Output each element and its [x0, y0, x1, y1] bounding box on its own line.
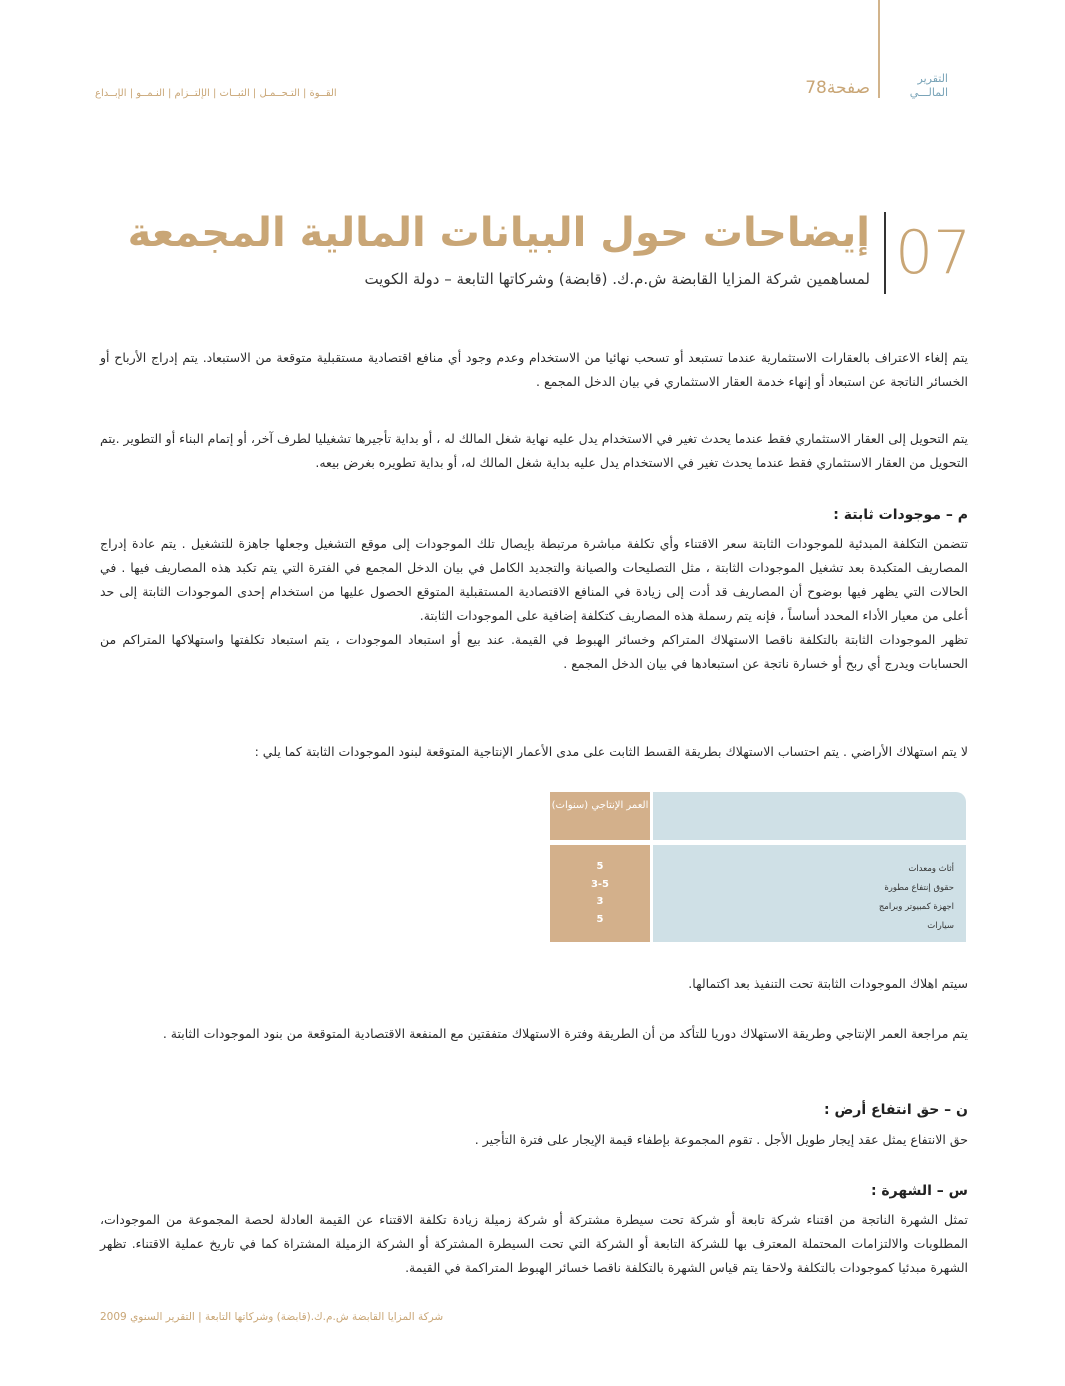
table-column-header: العمر الإنتاجي (سنوات) — [551, 800, 649, 811]
paragraph-transfers: يتم التحويل إلى العقار الاستثماري فقط عندما يحدث تغير في الاستخدام يدل عليه نهاية شغل المالك له ، أو بداية تأجيرها تشغيليا لطرف آخر، أو إتمام البناء أو التطوير .يتم التحويل من العقار الاستثماري فقط عندما يحدث تغير في الاستخدام يدل عليه بداية شغل المالك له، أو بداية تطويره بغرض بيعه. — [100, 431, 968, 470]
table-row-years: 5 — [596, 913, 604, 925]
paragraph-under-construction: سيتم اهلاك الموجودات الثابتة تحت التنفيذ بعد اكتمالها. — [688, 976, 968, 991]
paragraph-land-usufruct: حق الانتفاع يمثل عقد إيجار طويل الأجل . تقوم المجموعة بإطفاء قيمة الإيجار على فترة التأجير . — [474, 1132, 968, 1147]
section-number: 07 — [895, 218, 972, 288]
heading-fixed-assets: م – موجودات ثابتة : — [833, 507, 968, 523]
page-number: صفحة78 — [805, 78, 870, 98]
table-row-item: أثاث ومعدات — [908, 864, 954, 874]
footer-text: شركة المزايا القابضة ش.م.ك.(قابضة) وشركاتها التابعة | التقرير السنوي 2009 — [100, 1311, 444, 1323]
table-item-list — [664, 860, 954, 936]
table-column-separator — [650, 792, 653, 942]
paragraph-depreciation: لا يتم استهلاك الأراضي . يتم احتساب الاستهلاك بطريقة القسط الثابت على مدى الأعمار الإنتاجية المتوقعة لبنود الموجودات الثابتة كما يلي : — [254, 744, 968, 759]
table-row-item: اجهزة كمبيوتر وبرامج — [878, 902, 954, 912]
values-strip: القــوة | التـحــمـل | الثبــات | الإلتــزام | النـمــو | الإبــداع — [95, 88, 337, 99]
paragraph-goodwill: تمثل الشهرة الناتجة من اقتناء شركة تابعة أو شركة تحت سيطرة مشتركة أو شركة زميلة زيادة تكلفة الاقتناء عن القيمة العادلة لحصة المجموعة من الموجودات، المطلوبات والالتزامات المحتملة المعترف بها للشركة التابعة أو الشركة التي تحت السيطرة المشتركة أو الشركة الزميلة المشتراة كما في تاريخ عملية الاقتناء. تظهر الشهرة مبدئيا كموجودات بالتكلفة ولاحقا يتم قياس الشهرة بالتكلفة ناقصا خسائر الهبوط المتراكمة في القيمة. — [100, 1212, 968, 1275]
table-row-item: حقوق إنتفاع مطورة — [884, 883, 954, 893]
report-label: التقرير المالـــي — [909, 72, 948, 99]
heading-land-usufruct: ن – حق انتفاع أرض : — [824, 1102, 968, 1118]
table-row-years: 3 — [596, 896, 604, 907]
useful-life-table — [550, 792, 966, 942]
header-divider — [878, 0, 880, 98]
paragraph-derecognition: يتم إلغاء الاعتراف بالعقارات الاستثمارية عندما تستبعد أو تسحب نهائيا من الاستخدام وعدم وجود أي منافع اقتصادية مستقبلية متوقعة من الاستبعاد. يتم إدراج الأرباح أو الخسائر الناتجة عن استبعاد أو إنهاء خدمة العقار الاستثماري في بيان الدخل المجمع . — [100, 350, 968, 389]
section-divider — [884, 212, 886, 294]
heading-goodwill: س – الشهرة : — [870, 1183, 968, 1199]
table-row-item: سيارات — [927, 921, 954, 931]
paragraph-useful-life-review: يتم مراجعة العمر الإنتاجي وطريقة الاستهلاك دوريا للتأكد من أن الطريقة وفترة الاستهلاك متفقتين مع المنفعة الاقتصادية المتوقعة من بنود الموجودات الثابتة . — [162, 1026, 968, 1041]
table-row-years: 3-5 — [590, 878, 610, 890]
page-subtitle: لمساهمين شركة المزايا القابضة ش.م.ك. (قابضة) وشركاتها التابعة – دولة الكويت — [364, 270, 870, 288]
table-row-years: 5 — [596, 861, 604, 872]
table-years-list — [550, 858, 650, 928]
paragraph-fixed-assets: تتضمن التكلفة المبدئية للموجودات الثابتة سعر الاقتناء وأي تكلفة مباشرة مرتبطة بإيصال تلك الموجودات إلى موقع التشغيل وجعلها جاهزة للتشغيل . يتم عادة إدراج المصاريف المتكبدة بعد تشغيل الموجودات الثابتة ، مثل التصليحات والصيانة والتجديد الكامل في بيان الدخل المجمع في الفترة التي يتم تكبد هذه المصاريف فيها . في الحالات التي يظهر فيها بوضوح أن المصاريف قد أدت إلى زيادة في المنافع الاقتصادية المستقبلية المتوقع الحصول عليها من استخدام إحدى الموجودات الثابتة إلى حد أعلى من معيار الأداء المحدد أساساً ، فإنه يتم رسملة هذه المصاريف كتكلفة إضافية على الموجودات الثابتة. تظهر الموجودات الثابتة بالتكلفة ناقصا الاستهلاك المتراكم وخسائر الهبوط في القيمة. عند بيع أو استبعاد الموجودات ، يتم استبعاد تكلفتها واستهلاكها المتراكم من الحسابات ويدرج أي ربح أو خسارة ناتجة عن استبعادها في بيان الدخل المجمع . — [100, 536, 968, 671]
table-header-separator — [550, 840, 966, 845]
page-title: إيضاحات حول البيانات المالية المجمعة — [127, 210, 870, 256]
